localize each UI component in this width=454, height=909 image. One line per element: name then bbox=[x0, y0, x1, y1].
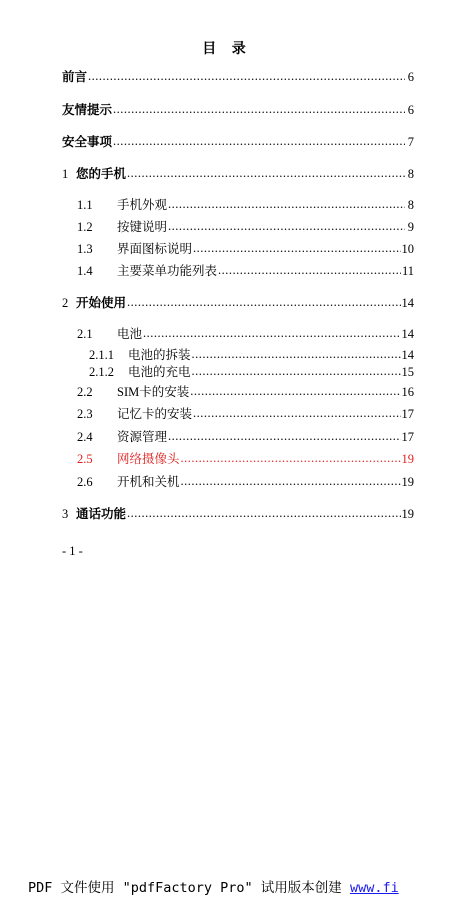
toc-dot-leader bbox=[168, 429, 400, 444]
toc-dot-leader bbox=[113, 134, 405, 149]
toc-title: 目 录 bbox=[202, 42, 252, 57]
toc-dot-leader bbox=[181, 474, 401, 489]
footer-link[interactable]: www.fi bbox=[349, 880, 399, 896]
toc-entry-page: 10 bbox=[401, 242, 414, 256]
toc-entry-number: 2.5 bbox=[77, 452, 93, 466]
toc-entry-title: 安全事项 bbox=[62, 135, 113, 149]
toc-entry[interactable] bbox=[62, 385, 414, 400]
toc-entry[interactable] bbox=[62, 198, 414, 213]
toc-dot-leader bbox=[143, 326, 400, 341]
toc-entry-title: 按键说明 bbox=[117, 220, 168, 234]
toc-entry-number: 2.1 bbox=[77, 327, 93, 341]
toc-dot-leader bbox=[88, 69, 405, 84]
toc-entry[interactable] bbox=[62, 167, 414, 182]
toc-dot-leader bbox=[192, 364, 401, 379]
toc-dot-leader bbox=[193, 406, 400, 421]
toc-entry-page: 19 bbox=[401, 507, 414, 521]
toc-entry-number: 2.1.2 bbox=[89, 365, 114, 379]
toc-entry-page: 15 bbox=[401, 365, 414, 379]
toc-dot-leader bbox=[127, 506, 400, 521]
toc-entry-number: 1.3 bbox=[77, 242, 93, 256]
toc-dot-leader bbox=[127, 295, 400, 310]
toc-entry-number: 1.4 bbox=[77, 264, 93, 278]
toc-dot-leader bbox=[168, 197, 405, 212]
toc-dot-leader bbox=[127, 166, 405, 181]
toc-entry[interactable] bbox=[62, 264, 414, 279]
toc-entry-page: 9 bbox=[407, 220, 414, 234]
toc-entry-page: 7 bbox=[407, 135, 414, 149]
toc-entry-title: SIM卡的安装 bbox=[117, 385, 190, 399]
toc-entry-title: 手机外观 bbox=[117, 198, 168, 212]
toc-dot-leader bbox=[168, 219, 405, 234]
page-number: - 1 - bbox=[62, 544, 83, 558]
toc-entry[interactable] bbox=[62, 430, 414, 445]
toc-entry-number: 1.1 bbox=[77, 198, 93, 212]
toc-entry[interactable] bbox=[62, 407, 414, 422]
toc-entry-page: 8 bbox=[407, 167, 414, 181]
toc-entry[interactable] bbox=[62, 507, 414, 522]
footer-text: PDF 文件使用 "pdfFactory Pro" 试用版本创建 bbox=[28, 880, 350, 896]
toc-entry-title: 电池的充电 bbox=[128, 365, 191, 379]
toc-entry[interactable] bbox=[62, 452, 414, 467]
toc-entry-number: 2 bbox=[62, 296, 69, 310]
toc-entry[interactable] bbox=[62, 296, 414, 311]
toc-entry-number: 2.1.1 bbox=[89, 348, 114, 362]
toc-dot-leader bbox=[192, 347, 401, 362]
toc-entry-page: 17 bbox=[401, 407, 414, 421]
toc-dot-leader bbox=[193, 241, 400, 256]
toc-entry-title: 前言 bbox=[62, 70, 88, 84]
toc-entry[interactable] bbox=[62, 348, 414, 363]
toc-entry[interactable] bbox=[62, 135, 414, 150]
toc-entry[interactable] bbox=[62, 327, 414, 342]
toc-entry-title: 友情提示 bbox=[62, 103, 113, 117]
toc-entry[interactable] bbox=[62, 103, 414, 118]
toc-entry-title: 通话功能 bbox=[76, 507, 127, 521]
toc-dot-leader bbox=[181, 451, 401, 466]
toc-entry-number: 2.4 bbox=[77, 430, 93, 444]
toc-entry[interactable] bbox=[62, 242, 414, 257]
toc-entry-page: 14 bbox=[401, 296, 414, 310]
toc-entry-page: 19 bbox=[401, 452, 414, 466]
toc-entry-page: 19 bbox=[401, 475, 414, 489]
toc-entry[interactable] bbox=[62, 70, 414, 85]
toc-entry-number: 2.3 bbox=[77, 407, 93, 421]
toc-entry-title: 开机和关机 bbox=[117, 475, 180, 489]
toc-dot-leader bbox=[218, 263, 401, 278]
toc-entry[interactable] bbox=[62, 220, 414, 235]
toc-entry-page: 17 bbox=[401, 430, 414, 444]
toc-entry-title: 界面图标说明 bbox=[117, 242, 193, 256]
toc-dot-leader bbox=[190, 384, 400, 399]
toc-entry-page: 16 bbox=[401, 385, 414, 399]
pdf-footer bbox=[28, 876, 454, 896]
toc-entry-number: 1.2 bbox=[77, 220, 93, 234]
toc-entry-title: 资源管理 bbox=[117, 430, 168, 444]
toc-entry-number: 2.2 bbox=[77, 385, 93, 399]
toc-entry-page: 6 bbox=[407, 70, 414, 84]
toc-entry-number: 1 bbox=[62, 167, 69, 181]
toc-entry-title: 开始使用 bbox=[76, 296, 127, 310]
toc-entry-page: 14 bbox=[401, 348, 414, 362]
toc-entry-number: 2.6 bbox=[77, 475, 93, 489]
toc-entry-page: 14 bbox=[401, 327, 414, 341]
toc-entry-number: 3 bbox=[62, 507, 69, 521]
toc-entry-title: 主要菜单功能列表 bbox=[117, 264, 218, 278]
toc-entry[interactable] bbox=[62, 475, 414, 490]
toc-entry-page: 11 bbox=[401, 264, 414, 278]
toc-entry-title: 电池的拆装 bbox=[128, 348, 191, 362]
toc-entry-title: 网络摄像头 bbox=[117, 452, 180, 466]
toc-entry-page: 8 bbox=[407, 198, 414, 212]
toc-entry-title: 电池 bbox=[117, 327, 143, 341]
toc-entry-title: 记忆卡的安装 bbox=[117, 407, 193, 421]
toc-entry[interactable] bbox=[62, 365, 414, 380]
toc-entry-title: 您的手机 bbox=[76, 167, 127, 181]
toc-entry-page: 6 bbox=[407, 103, 414, 117]
toc-dot-leader bbox=[113, 102, 405, 117]
